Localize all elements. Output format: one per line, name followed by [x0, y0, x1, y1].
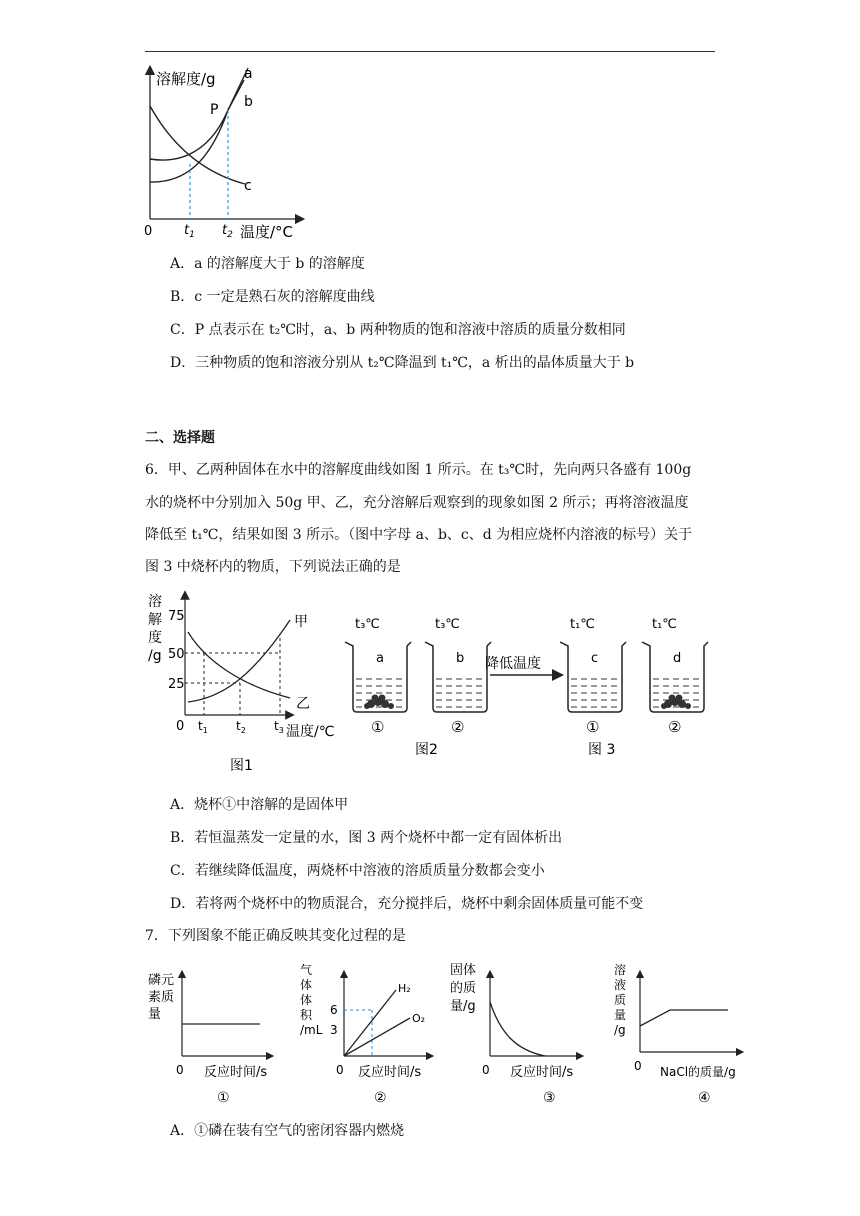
q5-option-c: C．P 点表示在 t₂℃时，a、b 两种物质的饱和溶液中溶质的质量分数相同 [170, 322, 626, 338]
q6-option-d: D．若将两个烧杯中的物质混合，充分搅拌后，烧杯中剩余固体质量可能不变 [170, 896, 644, 912]
q7-option-a: A．①磷在装有空气的密闭容器内燃烧 [170, 1123, 405, 1139]
fig1-origin: 0 [176, 719, 185, 734]
svg-text:NaCl的质量/g: NaCl的质量/g [660, 1065, 736, 1079]
q5-solubility-figure [140, 62, 310, 244]
svg-text:a: a [376, 651, 384, 666]
tick-t2: $t_2$ [222, 223, 233, 240]
q7-graph-3 [450, 962, 580, 1106]
q6-option-b: B．若恒温蒸发一定量的水，图 3 两个烧杯中都一定有固体析出 [170, 830, 563, 846]
svg-text:②: ② [374, 1090, 387, 1106]
svg-text:④: ④ [698, 1090, 711, 1106]
svg-text:反应时间/s: 反应时间/s [510, 1065, 574, 1080]
fig3-caption: 图 3 [588, 742, 616, 758]
q6-stem-line-1: 6．甲、乙两种固体在水中的溶解度曲线如图 1 所示。在 t₃℃时，先向两只各盛有 100g [145, 462, 692, 478]
q6-option-c: C．若继续降低温度，两烧杯中溶液的溶质质量分数都会变小 [170, 863, 545, 879]
q7-g4-line [640, 1010, 728, 1026]
svg-text:c: c [591, 651, 599, 666]
arrow-label: 降低温度 [485, 656, 541, 672]
svg-text:O₂: O₂ [412, 1012, 426, 1025]
svg-text:H₂: H₂ [398, 982, 411, 995]
fig1-label-jia: 甲 [294, 614, 308, 630]
fig1-ylabel-2: 解 [148, 612, 162, 628]
svg-text:0: 0 [634, 1059, 642, 1073]
fig1-chart [148, 593, 334, 774]
q6-stem-line-2: 水的烧杯中分别加入 50g 甲、乙，充分溶解后观察到的现象如图 2 所示；再将溶液温度 [145, 495, 689, 511]
svg-text:0: 0 [482, 1063, 490, 1077]
fig1-ytick-25: 25 [168, 677, 185, 692]
fig1-ylabel-4: /g [148, 648, 162, 664]
svg-text:溶: 溶 [614, 963, 627, 977]
q7-stem: 7．下列图象不能正确反映其变化过程的是 [145, 928, 406, 944]
svg-text:②: ② [451, 718, 465, 736]
svg-text:①: ① [371, 718, 385, 736]
svg-text:量: 量 [148, 1007, 162, 1022]
svg-text:量/g: 量/g [450, 999, 476, 1014]
q7-figure [140, 962, 760, 1112]
fig2-beaker-b [425, 617, 491, 736]
point-p-label: P [210, 102, 219, 118]
q7-graph-1 [148, 972, 270, 1106]
q7-graph-2 [300, 962, 430, 1106]
fig2-beaker-a [345, 617, 411, 736]
svg-text:3: 3 [330, 1023, 338, 1037]
fig1-ytick-50: 50 [168, 647, 185, 662]
svg-text:反应时间/s: 反应时间/s [204, 1065, 268, 1080]
header-rule [145, 51, 715, 52]
svg-text:积: 积 [300, 1008, 313, 1022]
fig1-tick-t2: $t_2$ [236, 719, 246, 735]
q6-figure [140, 590, 710, 775]
q7-g2-o2-line [344, 1018, 410, 1056]
curve-b [150, 80, 244, 182]
q6-option-a: A．烧杯①中溶解的是固体甲 [170, 797, 349, 813]
fig1-ylabel-1: 溶 [148, 594, 162, 610]
q7-graph-4 [614, 962, 740, 1106]
svg-text:t₁℃: t₁℃ [652, 617, 677, 632]
fig1-xlabel: 温度/℃ [286, 724, 335, 740]
svg-text:气: 气 [300, 963, 313, 977]
svg-text:0: 0 [176, 1063, 184, 1077]
svg-text:②: ② [668, 718, 682, 736]
fig3-beaker-c [560, 617, 626, 736]
svg-text:质: 质 [614, 993, 627, 1007]
fig1-tick-t1: $t_1$ [198, 719, 208, 735]
svg-text:的质: 的质 [450, 981, 477, 996]
section-title: 二、选择题 [145, 430, 215, 446]
y-label: 溶解度/g [156, 70, 216, 88]
svg-text:/mL: /mL [300, 1023, 323, 1037]
svg-text:体: 体 [300, 993, 313, 1007]
q5-option-a: A．a 的溶解度大于 b 的溶解度 [170, 256, 365, 272]
q7-g2-h2-line [344, 990, 396, 1056]
svg-text:6: 6 [330, 1003, 338, 1017]
svg-text:素质: 素质 [148, 990, 175, 1005]
svg-text:体: 体 [300, 978, 313, 992]
svg-text:①: ① [586, 718, 600, 736]
svg-text:③: ③ [543, 1090, 556, 1106]
svg-text:d: d [673, 651, 682, 666]
svg-text:0: 0 [336, 1063, 344, 1077]
svg-text:液: 液 [614, 978, 627, 992]
fig1-ylabel-3: 度 [148, 630, 162, 646]
fig1-label-yi: 乙 [296, 696, 310, 712]
fig2-caption: 图2 [415, 742, 438, 758]
svg-text:t₁℃: t₁℃ [570, 617, 595, 632]
fig3-beaker-d [642, 617, 708, 736]
svg-text:/g: /g [614, 1023, 626, 1037]
svg-text:固体: 固体 [450, 963, 477, 978]
svg-text:量: 量 [614, 1008, 627, 1022]
svg-text:磷元: 磷元 [148, 973, 175, 988]
curve-a-label: a [244, 66, 253, 82]
q6-stem-line-4: 图 3 中烧杯内的物质，下列说法正确的是 [145, 559, 401, 575]
q5-option-d: D．三种物质的饱和溶液分别从 t₂℃降温到 t₁℃，a 析出的晶体质量大于 b [170, 355, 635, 371]
x-label: 温度/°C [240, 223, 294, 241]
q5-option-b: B．c 一定是熟石灰的溶解度曲线 [170, 289, 375, 305]
origin-label: 0 [144, 224, 153, 239]
q6-stem-line-3: 降低至 t₁℃，结果如图 3 所示。（图中字母 a、b、c、d 为相应烧杯内溶液的标号）关于 [145, 527, 693, 543]
svg-text:b: b [456, 651, 465, 666]
curve-b-label: b [244, 94, 253, 110]
curve-c [150, 106, 245, 184]
fig1-caption: 图1 [230, 758, 253, 774]
svg-text:反应时间/s: 反应时间/s [358, 1065, 422, 1080]
svg-text:①: ① [217, 1090, 230, 1106]
curve-c-label: c [244, 178, 252, 194]
svg-text:t₃℃: t₃℃ [355, 617, 380, 632]
fig1-curve-jia [188, 620, 290, 702]
q7-g3-curve [490, 1002, 545, 1056]
tick-t1: $t_1$ [184, 223, 195, 240]
fig1-ytick-75: 75 [168, 609, 185, 624]
fig1-tick-t3: $t_3$ [274, 719, 284, 735]
svg-text:t₃℃: t₃℃ [435, 617, 460, 632]
